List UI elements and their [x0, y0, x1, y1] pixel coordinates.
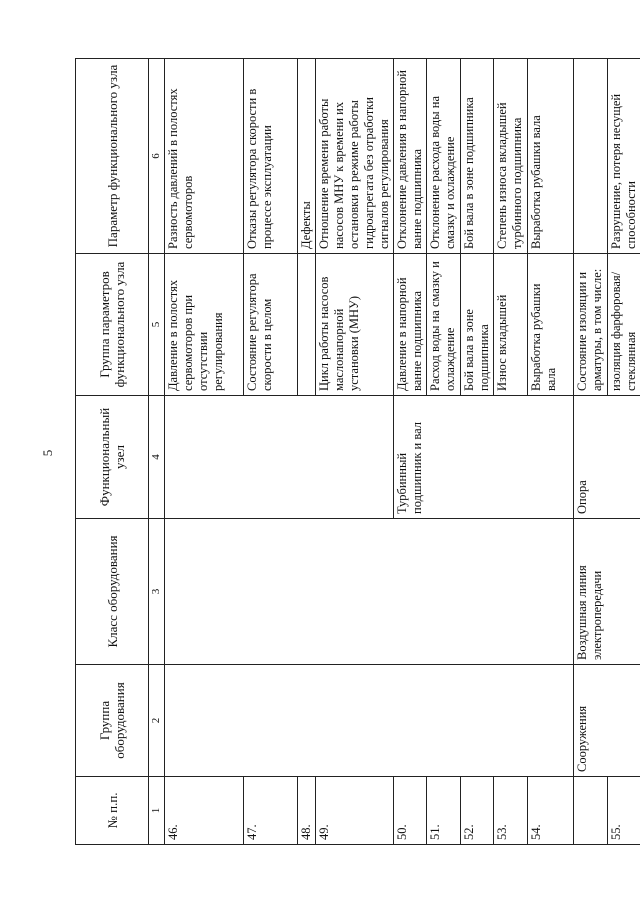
functional-node-cell: Опора	[574, 396, 640, 519]
parameter-group-cell: Давление в напорной ванне подшипника	[394, 254, 427, 396]
parameter-group-cell: изоляция фарфоровая/стеклянная	[608, 254, 640, 396]
rotated-table-wrapper	[75, 59, 638, 845]
column-number: 4	[149, 396, 165, 519]
parameter-cell: Отклонение расхода воды на смазку и охлаждение	[427, 59, 461, 254]
parameter-group-cell: Выработка рубашки вала	[528, 254, 574, 396]
row-number: 51.	[427, 777, 461, 845]
table-row	[574, 59, 608, 845]
page-number: 5	[40, 449, 55, 457]
column-number: 2	[149, 665, 165, 777]
parameter-group-cell: Бой вала в зоне подшипника	[461, 254, 494, 396]
parameter-cell: Отклонение давления в напорной ванне подшипника	[394, 59, 427, 254]
column-number-row	[149, 59, 165, 845]
column-number: 6	[149, 59, 165, 254]
row-number: 53.	[494, 777, 528, 845]
column-number: 1	[149, 777, 165, 845]
row-number: 48.	[298, 777, 316, 845]
parameter-group-cell: Износ вкладышей	[494, 254, 528, 396]
parameter-group-cell: Расход воды на смазку и охлаждение	[427, 254, 461, 396]
row-number	[574, 777, 608, 845]
column-number: 5	[149, 254, 165, 396]
parameter-group-cell: Состояние регулятора скорости в целом	[244, 254, 298, 396]
parameter-group-cell	[298, 254, 316, 396]
parameter-group-cell: Давление в полостях сервомоторов при отсутствии регулирования	[165, 254, 244, 396]
table-row	[165, 59, 244, 845]
parameters-table	[75, 58, 640, 845]
functional-node-cell	[165, 396, 394, 519]
row-number: 50.	[394, 777, 427, 845]
row-number: 49.	[316, 777, 394, 845]
parameter-cell: Разность давлений в полостях сервомоторов	[165, 59, 244, 254]
parameter-cell: Выработка рубашки вала	[528, 59, 574, 254]
row-number: 55.	[608, 777, 640, 845]
header-equipment-group: Группа оборудования	[76, 665, 149, 777]
column-number: 3	[149, 519, 165, 665]
parameter-cell: Бой вала в зоне подшипника	[461, 59, 494, 254]
header-parameter-group: Группа параметров функционального узла	[76, 254, 149, 396]
equipment-group-cell	[165, 665, 574, 777]
row-number: 54.	[528, 777, 574, 845]
equipment-class-cell: Воздушная линия электропередачи	[574, 519, 640, 665]
parameter-cell: Степень износа вкладышей турбинного подшипника	[494, 59, 528, 254]
parameter-cell	[574, 59, 608, 254]
header-functional-node: Функциональный узел	[76, 396, 149, 519]
functional-node-cell: Турбинный подшипник и вал	[394, 396, 574, 519]
parameter-cell: Разрушение, потеря несущей способности	[608, 59, 640, 254]
parameter-group-cell: Состояние изоляции и арматуры, в том числе:	[574, 254, 608, 396]
header-equipment-class: Класс оборудования	[76, 519, 149, 665]
row-number: 46.	[165, 777, 244, 845]
row-number: 47.	[244, 777, 298, 845]
header-row	[76, 59, 149, 845]
parameter-cell: Дефекты	[298, 59, 316, 254]
parameter-cell: Отношение времени работы насосов МНУ к времени их остановки в режиме работы гидроагрегата без отработки сигналов регулирования	[316, 59, 394, 254]
header-parameter: Параметр функционального узла	[76, 59, 149, 254]
parameter-group-cell: Цикл работы насосов маслонапорной установки (МНУ)	[316, 254, 394, 396]
equipment-group-cell: Сооружения	[574, 665, 640, 777]
header-number: № п.п.	[76, 777, 149, 845]
equipment-class-cell	[165, 519, 574, 665]
parameter-cell: Отказы регулятора скорости в процессе эксплуатации	[244, 59, 298, 254]
row-number: 52.	[461, 777, 494, 845]
